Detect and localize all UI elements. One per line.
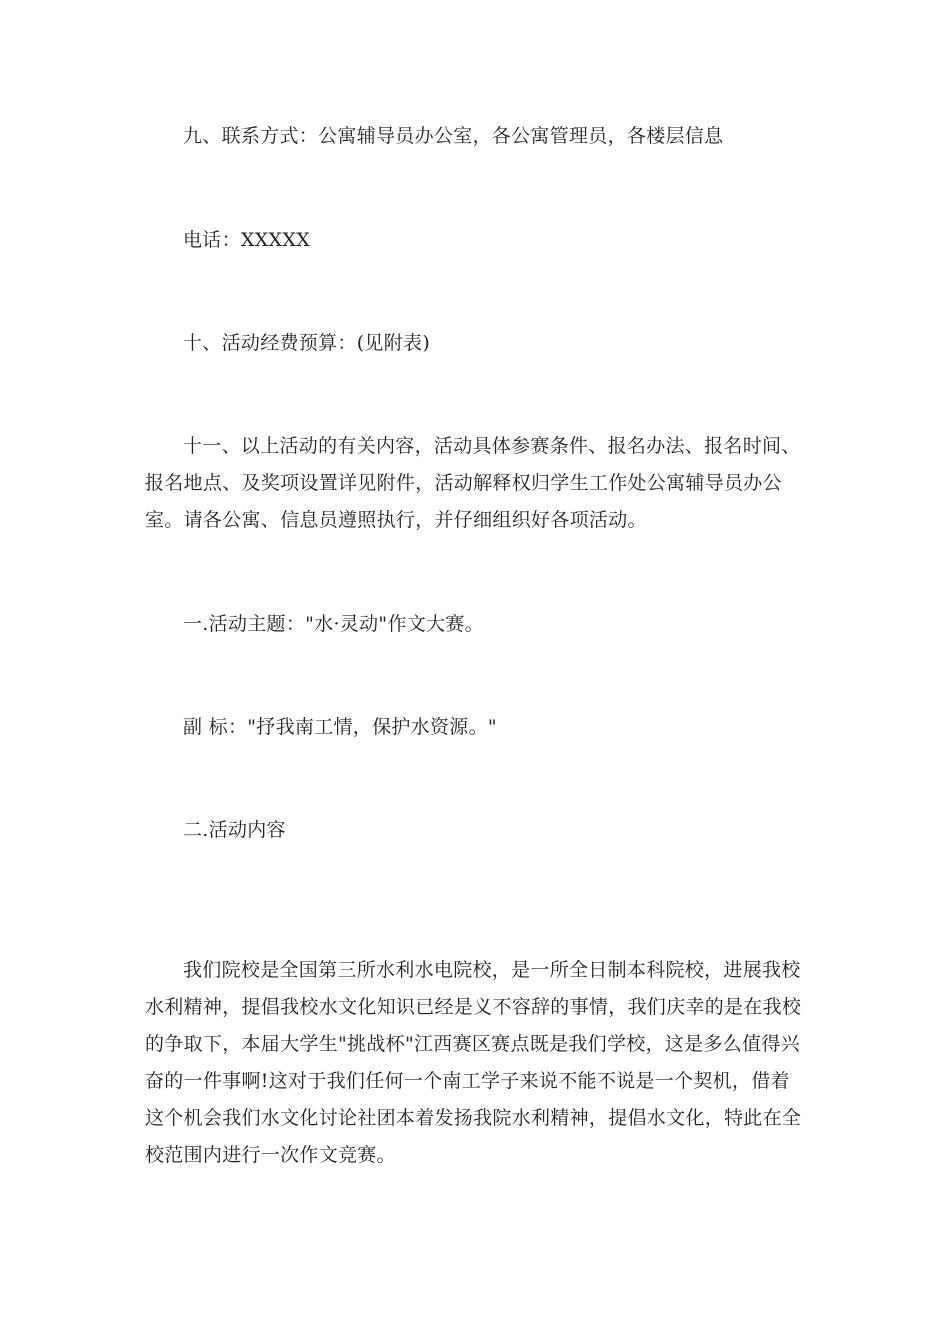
budget-paragraph: 十、活动经费预算：(见附表)	[183, 332, 431, 354]
subtitle-paragraph: 副 标："抒我南工情，保护水资源。"	[183, 716, 497, 738]
activity-content-heading: 二.活动内容	[183, 819, 286, 841]
activity-theme-paragraph: 一.活动主题："水·灵动"作文大赛。	[183, 613, 484, 635]
contact-info-paragraph: 九、联系方式：公寓辅导员办公室，各公寓管理员，各楼层信息	[183, 125, 724, 147]
school-intro-paragraph: 我们院校是全国第三所水利水电院校，是一所全日制本科院校，进展我校水利精神，提倡我校水文化知识已经是义不容辞的事情，我们庆幸的是在我校的争取下，本届大学生"挑战杯"江西赛区赛点既是我们学校，这是多么值得兴奋的一件事啊!这对于我们任何一个南工学子来说不能不说是一个契机，借着这个机会我们水文化讨论社团本着发扬我院水利精神，提倡水文化，特此在全校范围内进行一次作文竞赛。	[145, 959, 802, 1166]
phone-paragraph: 电话：XXXXX	[183, 229, 311, 251]
activity-details-paragraph: 十一、以上活动的有关内容，活动具体参赛条件、报名办法、报名时间、报名地点、及奖项设置详见附件，活动解释权归学生工作处公寓辅导员办公室。请各公寓、信息员遵照执行，并仔细组织好各项活动。	[145, 435, 801, 531]
